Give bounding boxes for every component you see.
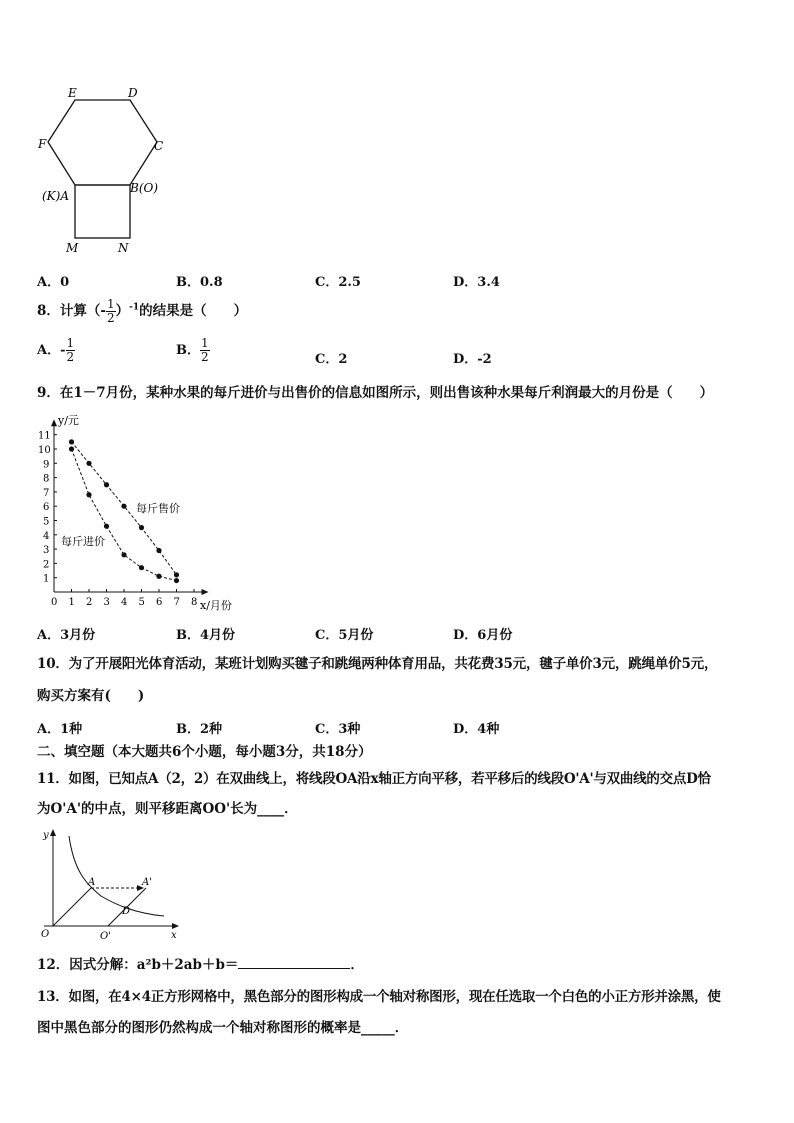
q7-option-a[interactable]: A．0 [37, 275, 70, 290]
q9-option-b[interactable]: B．4月份 [176, 628, 236, 643]
q10-option-c[interactable]: C．3种 [315, 722, 361, 737]
section-heading-fill-in: 二、填空题（本大题共6个小题，每小题3分，共18分） [37, 744, 372, 760]
chart-x-tick-label: 8 [191, 597, 198, 608]
chart-point-selling [104, 482, 109, 487]
chart-point-selling [86, 461, 91, 466]
q7-option-d[interactable]: D．3.4 [453, 275, 500, 290]
chart-x-tick-label: 2 [86, 597, 93, 608]
q8-option-a[interactable]: A．- $\frac{1}{2}$ [37, 336, 75, 364]
q10-option-d[interactable]: D．4种 [453, 722, 500, 737]
q11-x-arrow [172, 923, 179, 929]
label-E: E [68, 86, 77, 100]
chart-y-tick-label: 6 [43, 502, 50, 514]
chart-point-purchase [121, 552, 126, 557]
q11-label-x: x [171, 930, 177, 941]
hexagon-shape [48, 100, 157, 185]
q8-question: 8．计算（- $\frac{1}{2}$ ）$^{-1}$的结果是（ ） [37, 297, 248, 325]
chart-x-tick-label: 7 [173, 597, 180, 608]
label-KA: (K)A [42, 189, 69, 203]
chart-point-purchase [104, 524, 109, 529]
chart-y-tick-label: 2 [43, 559, 50, 571]
q7-option-c[interactable]: C．2.5 [315, 275, 361, 290]
chart-point-selling [139, 525, 144, 530]
chart-y-tick-label: 3 [43, 545, 50, 557]
q13-question-line2: 图中黑色部分的图形仍然构成一个轴对称图形的概率是_____． [37, 1020, 409, 1036]
chart-y-tick-label: 1 [43, 573, 50, 585]
q8-option-c[interactable]: C．2 [315, 352, 348, 367]
q8-option-b[interactable]: B． $\frac{1}{2}$ [176, 336, 209, 364]
q10-question-line2: 购买方案有( ) [37, 688, 145, 704]
q13-question-line1: 13．如图，在4×4正方形网格中，黑色部分的图形构成一个轴对称图形，现在任选取一个白色的小正方形并涂黑，使 [37, 989, 721, 1005]
label-F: F [38, 137, 47, 151]
label-M: M [66, 241, 79, 255]
q8-option-d[interactable]: D．-2 [453, 352, 492, 367]
q10-option-b[interactable]: B．2种 [176, 722, 223, 737]
q11-hyperbola-figure [36, 826, 186, 946]
q11-hyperbola [69, 836, 164, 916]
q11-question-line1: 11．如图，已知点A（2，2）在双曲线上，将线段OA沿x轴正方向平移，若平移后的线段O'A'与双曲线的交点D恰 [37, 771, 711, 787]
chart-point-purchase [139, 565, 144, 570]
chart-point-purchase [86, 492, 91, 497]
chart-x-tick-label: 0 [51, 597, 58, 608]
chart-point-selling [121, 504, 126, 509]
q8-fraction: $\frac{1}{2}$ [107, 297, 115, 325]
q7-option-b[interactable]: B．0.8 [176, 275, 223, 290]
q10-question-line1: 10．为了开展阳光体育活动，某班计划购买毽子和跳绳两种体育用品，共花费35元，毽子单价3元，跳绳单价5元， [37, 656, 718, 672]
q9-question: 9．在1－7月份，某种水果的每斤进价与出售价的信息如图所示，则出售该种水果每斤利润最大的月份是（ ） [37, 385, 714, 401]
chart-point-purchase [174, 578, 179, 583]
chart-xlabel: x/月份 [200, 599, 232, 612]
chart-y-arrow [51, 419, 57, 426]
q9-price-chart [28, 408, 258, 613]
q11-label-A-prime: A' [142, 877, 152, 888]
q11-label-D: D [122, 906, 131, 917]
q12-answer-blank[interactable] [238, 956, 350, 969]
chart-ylabel: y/元 [58, 414, 79, 427]
hexagon-square-figure [30, 80, 180, 265]
q11-question-line2: 为O'A'的中点，则平移距离OO'长为____． [37, 801, 298, 817]
chart-point-selling [174, 572, 179, 577]
chart-x-tick-label: 6 [156, 597, 163, 608]
chart-y-tick-label: 7 [43, 487, 50, 499]
q11-label-y: y [43, 830, 49, 841]
chart-x-arrow [202, 589, 209, 595]
q11-label-O: O [41, 929, 50, 940]
chart-x-tick-label: 3 [103, 597, 110, 608]
chart-y-tick-label: 5 [43, 516, 50, 528]
q11-segment-OA [53, 888, 91, 926]
q9-option-a[interactable]: A．3月份 [37, 628, 96, 643]
chart-y-tick-label: 4 [43, 530, 50, 542]
q9-option-c[interactable]: C．5月份 [315, 628, 374, 643]
chart-label-purchase-price: 每斤进价 [61, 535, 105, 548]
chart-y-tick-label: 9 [43, 459, 50, 471]
q12-question: 12．因式分解：a²b＋2ab＋b＝ ． [37, 957, 364, 973]
chart-y-tick-label: 11 [38, 430, 51, 442]
chart-x-tick-label: 1 [68, 597, 75, 608]
square-shape [75, 185, 130, 238]
chart-point-selling [156, 548, 161, 553]
q11-label-A: A [88, 877, 96, 888]
label-C: C [154, 139, 164, 153]
q11-label-O-prime: O' [100, 931, 111, 942]
chart-label-selling-price: 每斤售价 [136, 502, 180, 515]
chart-x-tick-label: 4 [121, 597, 128, 608]
chart-point-selling [69, 439, 74, 444]
q11-y-arrow [50, 829, 56, 836]
chart-y-tick-label: 10 [38, 445, 51, 456]
label-BO: B(O) [130, 181, 159, 195]
label-D: D [128, 86, 138, 100]
chart-x-tick-label: 5 [138, 597, 145, 608]
chart-point-purchase [69, 446, 74, 451]
label-N: N [118, 241, 129, 255]
q10-option-a[interactable]: A．1种 [37, 722, 83, 737]
chart-y-tick-label: 8 [43, 473, 50, 485]
q9-option-d[interactable]: D．6月份 [453, 628, 513, 643]
chart-point-purchase [156, 574, 161, 579]
